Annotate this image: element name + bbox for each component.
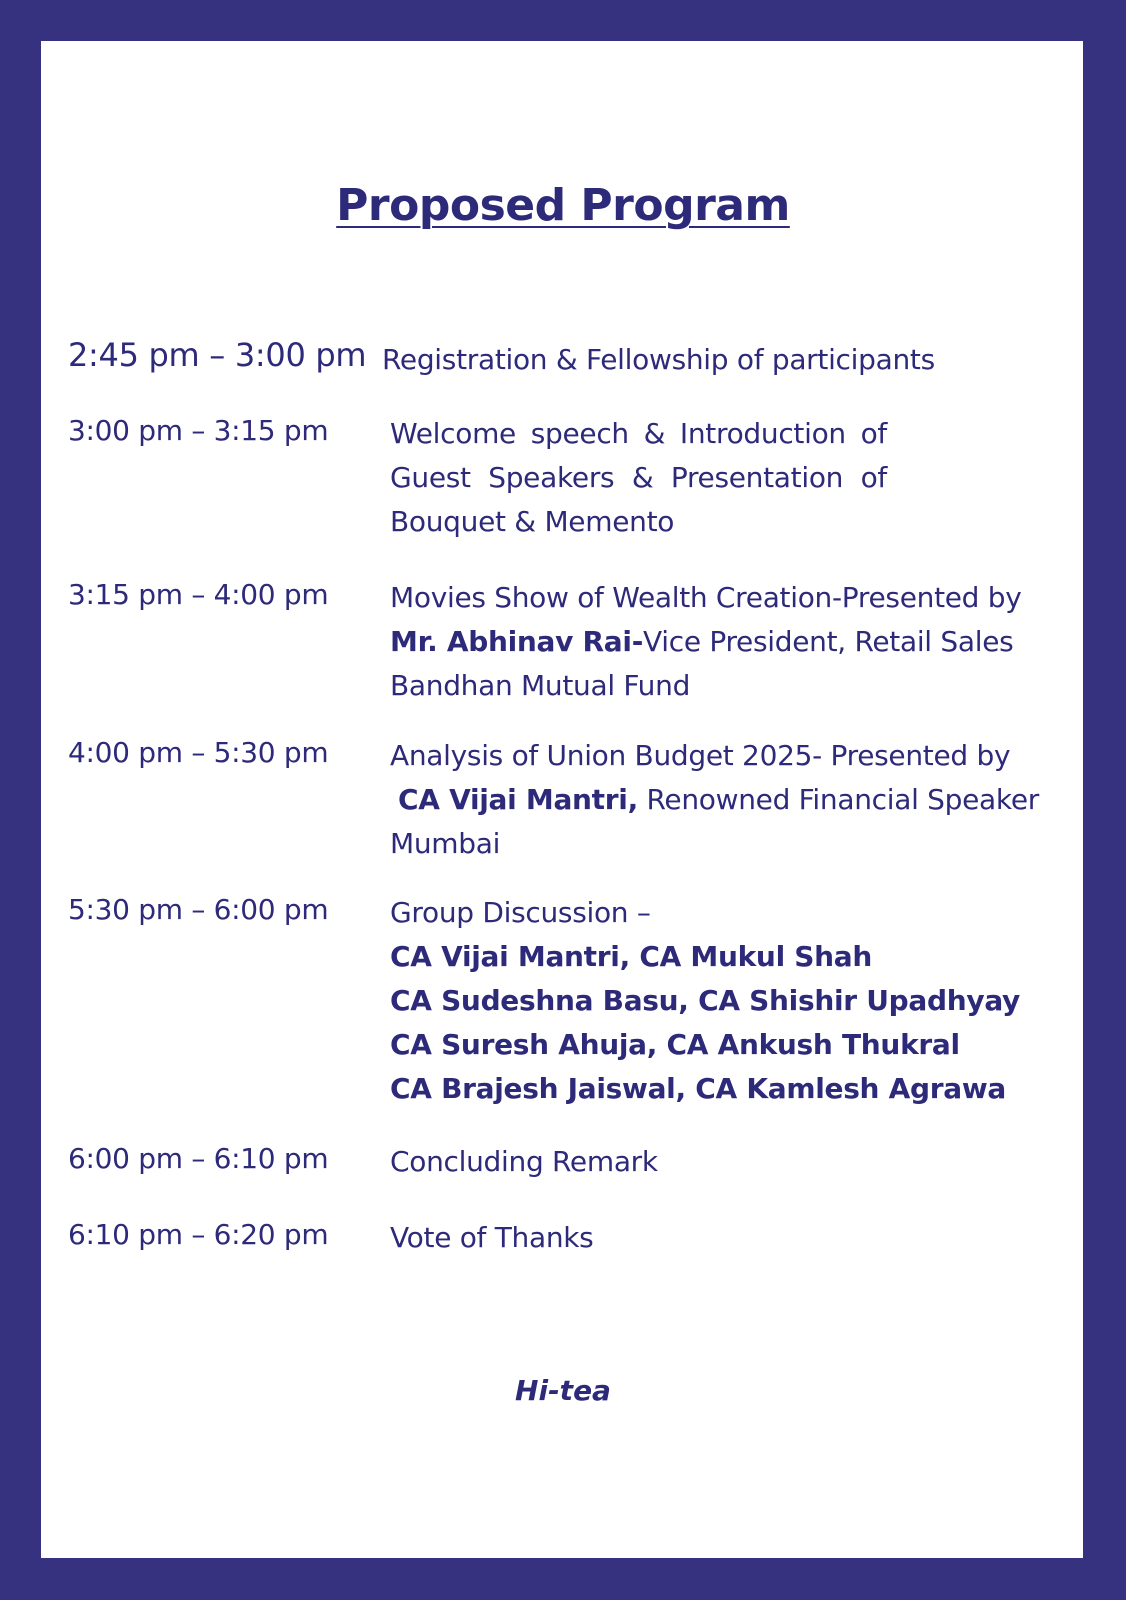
- description-line: Registration & Fellowship of participants: [382, 343, 935, 376]
- speaker-name: CA Vijai Mantri,: [398, 783, 638, 816]
- hi-tea-footer: Hi-tea: [515, 1374, 611, 1407]
- speaker-title: Vice President, Retail Sales: [643, 625, 1014, 658]
- schedule-time: 3:00 pm – 3:15 pm: [68, 414, 329, 447]
- description-line: Vote of Thanks: [390, 1221, 594, 1254]
- schedule-time: 5:30 pm – 6:00 pm: [68, 893, 329, 926]
- description-line: Bouquet & Memento: [390, 505, 675, 538]
- description-line: Bandhan Mutual Fund: [390, 669, 691, 702]
- speaker-name: Mr. Abhinav Rai-: [390, 625, 644, 658]
- schedule-time: 3:15 pm – 4:00 pm: [68, 578, 329, 611]
- panelist-line: CA Sudeshna Basu, CA Shishir Upadhyay: [390, 984, 1021, 1017]
- description-line: Mumbai: [390, 827, 501, 860]
- schedule-description: [382, 338, 1062, 382]
- panelist-line: CA Suresh Ahuja, CA Ankush Thukral: [390, 1028, 960, 1061]
- schedule-time: 6:00 pm – 6:10 pm: [68, 1142, 329, 1175]
- description-line: Guest Speakers & Presentation of: [390, 461, 887, 494]
- panelist-line: CA Vijai Mantri, CA Mukul Shah: [390, 940, 873, 973]
- schedule-description: [390, 734, 1070, 866]
- description-line: Concluding Remark: [390, 1145, 658, 1178]
- schedule-time: 2:45 pm – 3:00 pm: [68, 336, 367, 374]
- schedule-description: [390, 1140, 1070, 1184]
- speaker-title: Renowned Financial Speaker: [637, 783, 1039, 816]
- schedule-description: [390, 1216, 1070, 1260]
- description-line: Welcome speech & Introduction of: [390, 417, 887, 450]
- panelist-line: CA Brajesh Jaiswal, CA Kamlesh Agrawa: [390, 1072, 1007, 1105]
- schedule-description: [390, 576, 1070, 708]
- schedule-time: 6:10 pm – 6:20 pm: [68, 1218, 329, 1251]
- page-title-text: Proposed Program: [336, 180, 790, 231]
- description-line: Group Discussion –: [390, 896, 651, 929]
- schedule-description: [390, 891, 1070, 1111]
- description-line: Analysis of Union Budget 2025- Presented by: [390, 739, 1011, 772]
- description-line: [390, 620, 1070, 664]
- schedule-time: 4:00 pm – 5:30 pm: [68, 736, 329, 769]
- schedule-description: [390, 412, 1070, 544]
- description-line: Movies Show of Wealth Creation-Presented by: [390, 581, 1022, 614]
- description-line: [390, 778, 1070, 822]
- page-title: [0, 180, 1126, 231]
